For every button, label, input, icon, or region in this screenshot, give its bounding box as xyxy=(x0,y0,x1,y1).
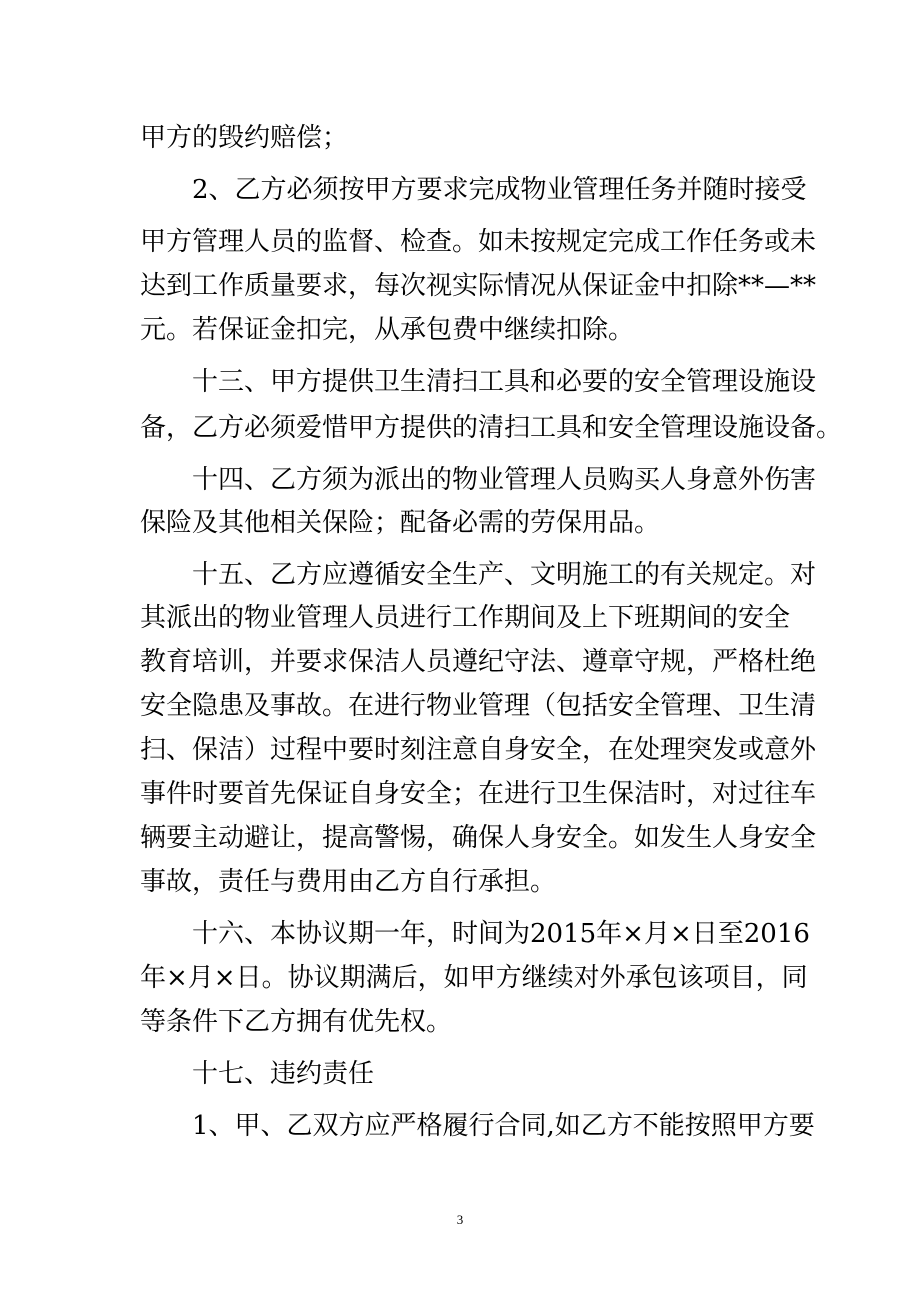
text-line: 甲方的毁约赔偿； xyxy=(140,123,349,153)
text-line: 达到工作质量要求，每次视实际情况从保证金中扣除**—** xyxy=(140,271,817,301)
text-line: 年×月×日。协议期满后，如甲方继续对外承包该项目，同 xyxy=(140,963,808,993)
text-line: 扫、保洁）过程中要时刻注意自身安全，在处理突发或意外 xyxy=(140,735,817,765)
text-line: 十三、甲方提供卫生清扫工具和必要的安全管理设施设 xyxy=(192,367,817,397)
page-number: 3 xyxy=(456,1212,464,1227)
text-line: 十六、本协议期一年，时间为2015年×月×日至2016 xyxy=(192,919,810,949)
text-line: 备，乙方必须爱惜甲方提供的清扫工具和安全管理设施设备。 xyxy=(140,413,843,443)
text-line: 1、甲、乙双方应严格履行合同,如乙方不能按照甲方要 xyxy=(192,1111,815,1141)
text-line: 十五、乙方应遵循安全生产、文明施工的有关规定。对 xyxy=(192,560,817,590)
text-line: 等条件下乙方拥有优先权。 xyxy=(140,1007,453,1037)
text-line: 元。若保证金扣完，从承包费中继续扣除。 xyxy=(140,315,635,345)
text-line: 安全隐患及事故。在进行物业管理（包括安全管理、卫生清 xyxy=(140,691,817,721)
text-line: 十四、乙方须为派出的物业管理人员购买人身意外伤害 xyxy=(192,465,817,495)
text-line: 甲方管理人员的监督、检查。如未按规定完成工作任务或未 xyxy=(140,227,817,257)
text-line: 十七、违约责任 xyxy=(192,1059,375,1089)
text-line: 辆要主动避让，提高警惕，确保人身安全。如发生人身安全 xyxy=(140,823,817,853)
text-line: 事件时要首先保证自身安全；在进行卫生保洁时，对过往车 xyxy=(140,779,817,809)
text-line: 事故，责任与费用由乙方自行承担。 xyxy=(140,867,557,897)
text-line: 其派出的物业管理人员进行工作期间及上下班期间的安全 xyxy=(140,603,791,633)
text-line: 2、乙方必须按甲方要求完成物业管理任务并随时接受 xyxy=(192,175,807,205)
text-line: 保险及其他相关保险；配备必需的劳保用品。 xyxy=(140,508,661,538)
text-line: 教育培训，并要求保洁人员遵纪守法、遵章守规，严格杜绝 xyxy=(140,647,817,677)
